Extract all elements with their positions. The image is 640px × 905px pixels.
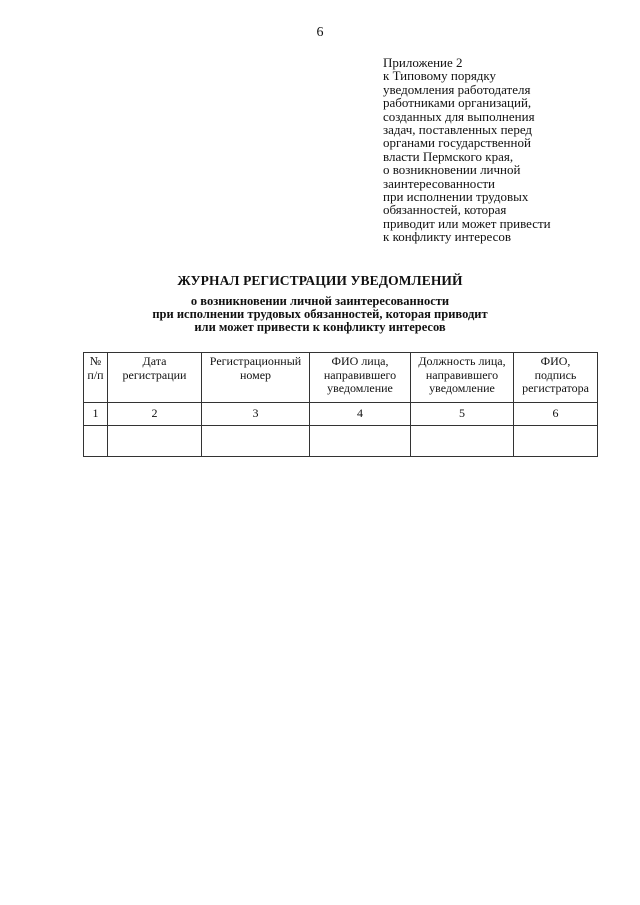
empty-cell [108,426,202,457]
subtitle-line: или может привести к конфликту интересов [194,320,446,334]
empty-cell [202,426,310,457]
appendix-line: созданных для выполнения [383,108,535,124]
appendix-line: власти Пермского края, [383,148,514,164]
document-subtitle [0,295,640,334]
table-header-row [84,353,598,403]
header-cell-sender-position: Должность лица, направившего уведомление [411,353,514,403]
header-cell-registration-date: Дата регистрации [108,353,202,403]
appendix-line: приводит или может привести [383,215,551,231]
column-number-cell: 4 [310,403,411,426]
empty-cell [411,426,514,457]
appendix-line: к конфликту интересов [383,229,511,245]
appendix-note [383,56,623,244]
column-number-cell: 6 [514,403,598,426]
appendix-line: органами государственной [383,135,531,151]
empty-cell [514,426,598,457]
column-number-cell: 1 [84,403,108,426]
header-cell-number: № п/п [84,353,108,403]
appendix-line: уведомления работодателя [383,81,531,97]
subtitle-line: о возникновении личной заинтересованности [190,294,450,308]
subtitle-line: при исполнении трудовых обязанностей, которая приводит [152,307,488,321]
column-number-cell: 2 [108,403,202,426]
header-cell-registration-number: Регистрационный номер [202,353,310,403]
appendix-line: обязанностей, которая [383,202,507,218]
appendix-line: к Типовому порядку [383,68,497,84]
document-title: ЖУРНАЛ РЕГИСТРАЦИИ УВЕДОМЛЕНИЙ [177,273,463,288]
appendix-line: при исполнении трудовых [383,189,529,205]
table-row [84,403,598,426]
appendix-line: Приложение 2 [383,55,463,70]
appendix-line: о возникновении личной [383,162,521,178]
empty-cell [310,426,411,457]
appendix-line: заинтересованности [383,175,496,191]
registration-journal-table [83,352,598,457]
appendix-line: задач, поставленных перед [383,122,533,138]
appendix-line: работниками организаций, [383,95,532,111]
empty-cell [84,426,108,457]
column-number-cell: 3 [202,403,310,426]
column-number-cell: 5 [411,403,514,426]
table-row [84,426,598,457]
header-cell-registrar-signature: ФИО, подпись регистратора [514,353,598,403]
header-cell-sender-name: ФИО лица, направившего уведомление [310,353,411,403]
page-number: 6 [316,25,324,40]
